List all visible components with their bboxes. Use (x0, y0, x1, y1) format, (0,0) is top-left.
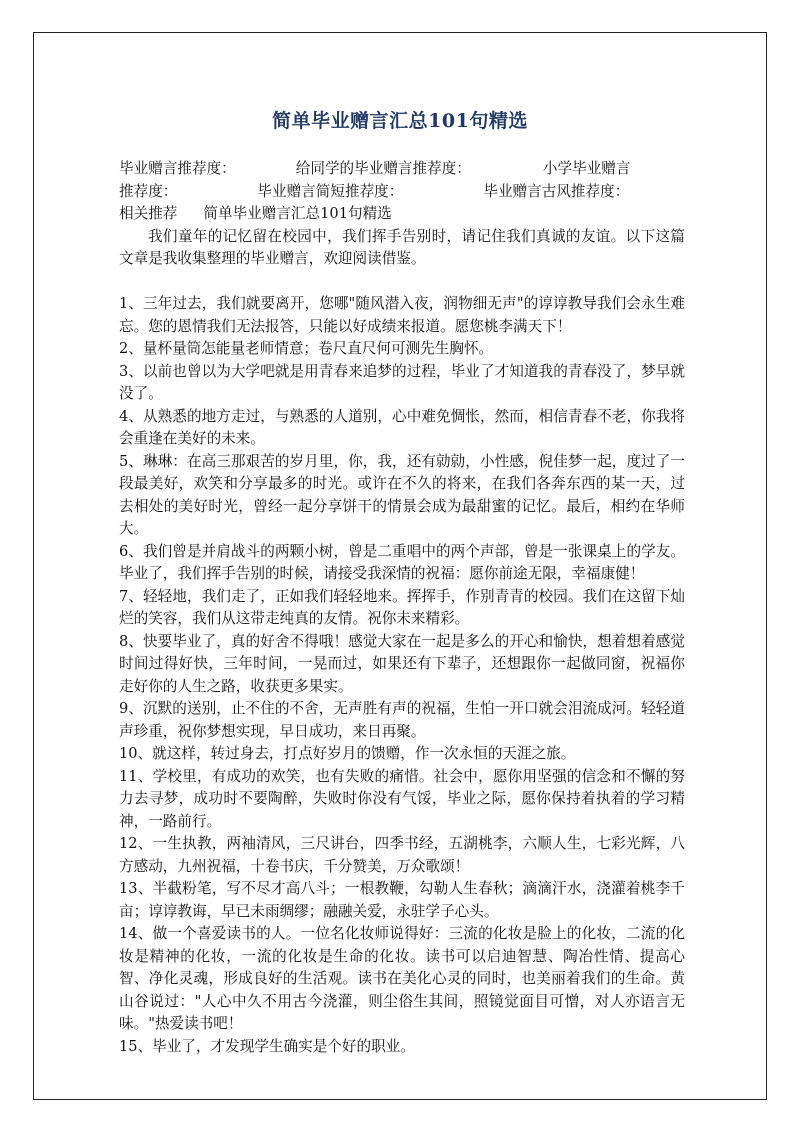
list-item: 1、三年过去，我们就要离开，您哪"随风潜入夜，润物细无声"的谆谆教导我们会永生难忘。您的恩情我们无法报答，只能以好成绩来报道。愿您桃李满天下！ (119, 295, 685, 335)
recommend-line-3 (119, 203, 685, 226)
list-item: 8、快要毕业了，真的好舍不得哦！感觉大家在一起是多么的开心和愉快，想着想着感觉时间过得好快，三年时间，一晃而过，如果还有下辈子，还想跟你一起做同窗，祝福你走好你的人生之路，收获更多果实。 (119, 632, 685, 695)
list-item: 11、学校里，有成功的欢笑，也有失败的痛惜。社会中，愿你用坚强的信念和不懈的努力去寻梦，成功时不要陶醉，失败时你没有气馁，毕业之际，愿你保持着执着的学习精神，一路前行。 (119, 767, 685, 830)
document-title: 简单毕业赠言汇总101句精选 (272, 110, 528, 132)
intro-paragraph: 我们童年的记忆留在校园中，我们挥手告别时，请记住我们真诚的友谊。以下这篇文章是我收集整理的毕业赠言，欢迎阅读借鉴。 (119, 227, 685, 267)
list-item: 6、我们曾是并肩战斗的两颗小树，曾是二重唱中的两个声部，曾是一张课桌上的学友。毕业了，我们挥手告别的时候，请接受我深情的祝福：愿你前途无限，幸福康健！ (119, 542, 685, 582)
recommend-line-1 (119, 158, 685, 181)
list-item: 3、以前也曾以为大学吧就是用青春来追梦的过程，毕业了才知道我的青春没了，梦早就没了。 (119, 362, 685, 402)
list-item: 9、沉默的送别，止不住的不舍，无声胜有声的祝福，生怕一开口就会泪流成河。轻轻道声珍重，祝你梦想实现，早日成功，来日再聚。 (119, 700, 685, 740)
recommend-label: 给同学的毕业赠言推荐度： (295, 160, 471, 177)
list-item: 14、做一个喜爱读书的人。一位名化妆师说得好：三流的化妆是脸上的化妆，二流的化妆是精神的化妆，一流的化妆是生命的化妆。读书可以启迪智慧、陶冶性情、提高心智、净化灵魂，形成良好的生活观。读书在美化心灵的同时，也美丽着我们的生命。黄山谷说过："人心中久不用古今浇灌，则尘俗生其间，照镜觉面目可憎，对人亦语言无味。"热爱读书吧！ (119, 925, 685, 1032)
list-item: 15、毕业了，才发现学生确实是个好的职业。 (119, 1037, 415, 1055)
paragraph-spacer (119, 271, 685, 294)
list-item: 2、量杯量筒怎能量老师情意；卷尺直尺何可测先生胸怀。 (119, 340, 494, 357)
related-label: 相关推荐 (119, 205, 178, 222)
recommend-label: 毕业赠言古风推荐度： (483, 182, 630, 200)
list-item: 4、从熟悉的地方走过，与熟悉的人道别，心中难免惆怅，然而，相信青春不老，你我将会重逢在美好的未来。 (119, 407, 685, 447)
list-item: 12、一生执教，两袖清风，三尺讲台，四季书经，五湖桃李，六顺人生，七彩光辉，八方感动，九州祝福，十卷书庆，千分赞美，万众歌颂！ (119, 835, 685, 875)
list-item: 10、就这样，转过身去，打点好岁月的馈赠，作一次永恒的天涯之旅。 (119, 745, 576, 762)
list-item: 13、半截粉笔，写不尽才高八斗；一根教鞭，勾勒人生春秋；滴滴汗水，浇灌着桃李千亩；谆谆教诲，早已未雨绸缪；融融关爱，永驻学子心头。 (119, 880, 685, 920)
related-link[interactable]: 简单毕业赠言汇总101句精选 (203, 205, 392, 222)
list-item: 7、轻轻地，我们走了，正如我们轻轻地来。挥挥手，作别青青的校园。我们在这留下灿烂的笑容，我们从这带走纯真的友情。祝你未来精彩。 (119, 587, 685, 627)
recommend-line-2 (119, 181, 685, 204)
recommend-label: 毕业赠言推荐度： (119, 160, 236, 177)
list-item: 5、琳琳：在高三那艰苦的岁月里，你，我，还有勍勍，小性感，倪佳梦一起，度过了一段最美好，欢笑和分享最多的时光。或许在不久的将来，在我们各奔东西的某一天，过去相处的美好时光，曾经一起分享饼干的情景会成为最甜蜜的记忆。最后，相约在华师大。 (119, 452, 685, 537)
recommend-label: 毕业赠言简短推荐度： (257, 182, 404, 200)
recommend-label: 推荐度： (119, 182, 178, 200)
recommend-label: 小学毕业赠言 (542, 160, 631, 177)
document-body (119, 158, 685, 1058)
